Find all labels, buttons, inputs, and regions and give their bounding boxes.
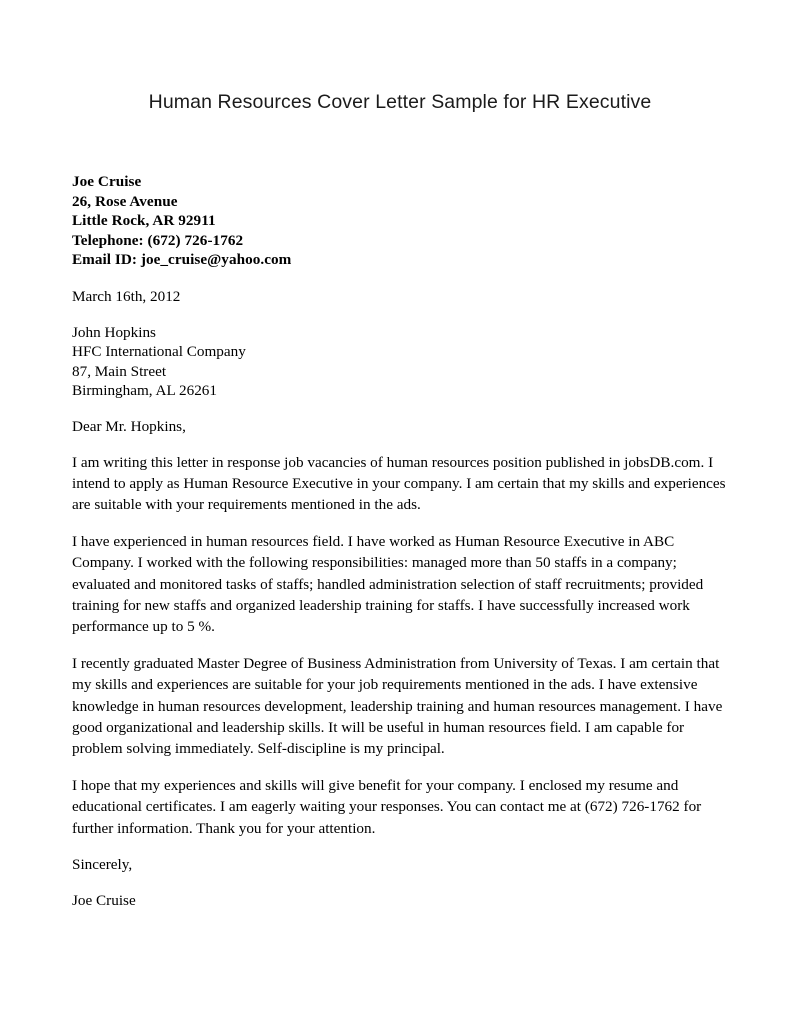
recipient-company: HFC International Company	[72, 343, 246, 361]
body-paragraph-2: I have experienced in human resources field. I have worked as Human Resource Executive in ABC Company. I worked with the following responsibilities: managed more than 50 staffs in a company; evaluated and monitored tasks of staffs; handled administration selection of staff recruitments; provided training for new staffs and organized leadership training for staffs. I have successfully increased work performance up to 5 %.	[72, 532, 704, 636]
recipient-street: 87, Main Street	[72, 362, 167, 380]
sender-address-block	[72, 172, 730, 270]
sender-city-state-zip: Little Rock, AR 92911	[72, 212, 216, 230]
page-title: Human Resources Cover Letter Sample for HR Executive	[148, 91, 652, 113]
recipient-city-state-zip: Birmingham, AL 26261	[72, 382, 217, 400]
letter-content	[72, 172, 730, 910]
recipient-name: John Hopkins	[72, 323, 156, 341]
closing-salutation: Sincerely,	[72, 856, 133, 874]
body-paragraph-3: I recently graduated Master Degree of Business Administration from University of Texas. I am certain that my skills and experiences are suitable for your job requirements mentioned in the ads. I have extensive knowledge in human resources development, leadership training and human resources management. I have good organizational and leadership skills. It will be useful in human resources field. I am capable for problem solving immediately. Self-discipline is my principal.	[72, 654, 723, 758]
sender-name: Joe Cruise	[72, 173, 142, 190]
sender-email: Email ID: joe_cruise@yahoo.com	[72, 251, 292, 269]
recipient-address-block	[72, 323, 730, 401]
body-paragraph-1: I am writing this letter in response job vacancies of human resources position published in jobsDB.com. I intend to apply as Human Resource Executive in your company. I am certain that my skills and experiences are suitable with your requirements mentioned in the ads.	[72, 453, 726, 514]
salutation: Dear Mr. Hopkins,	[72, 417, 186, 435]
signature-name: Joe Cruise	[72, 891, 136, 909]
body-paragraph-4: I hope that my experiences and skills will give benefit for your company. I enclosed my resume and educational certificates. I am eagerly waiting your responses. You can contact me at (672) 726-1762 for further information. Thank you for your attention.	[72, 776, 702, 837]
sender-street: 26, Rose Avenue	[72, 192, 178, 210]
letter-date: March 16th, 2012	[72, 287, 181, 305]
sender-telephone: Telephone: (672) 726-1762	[72, 231, 244, 249]
